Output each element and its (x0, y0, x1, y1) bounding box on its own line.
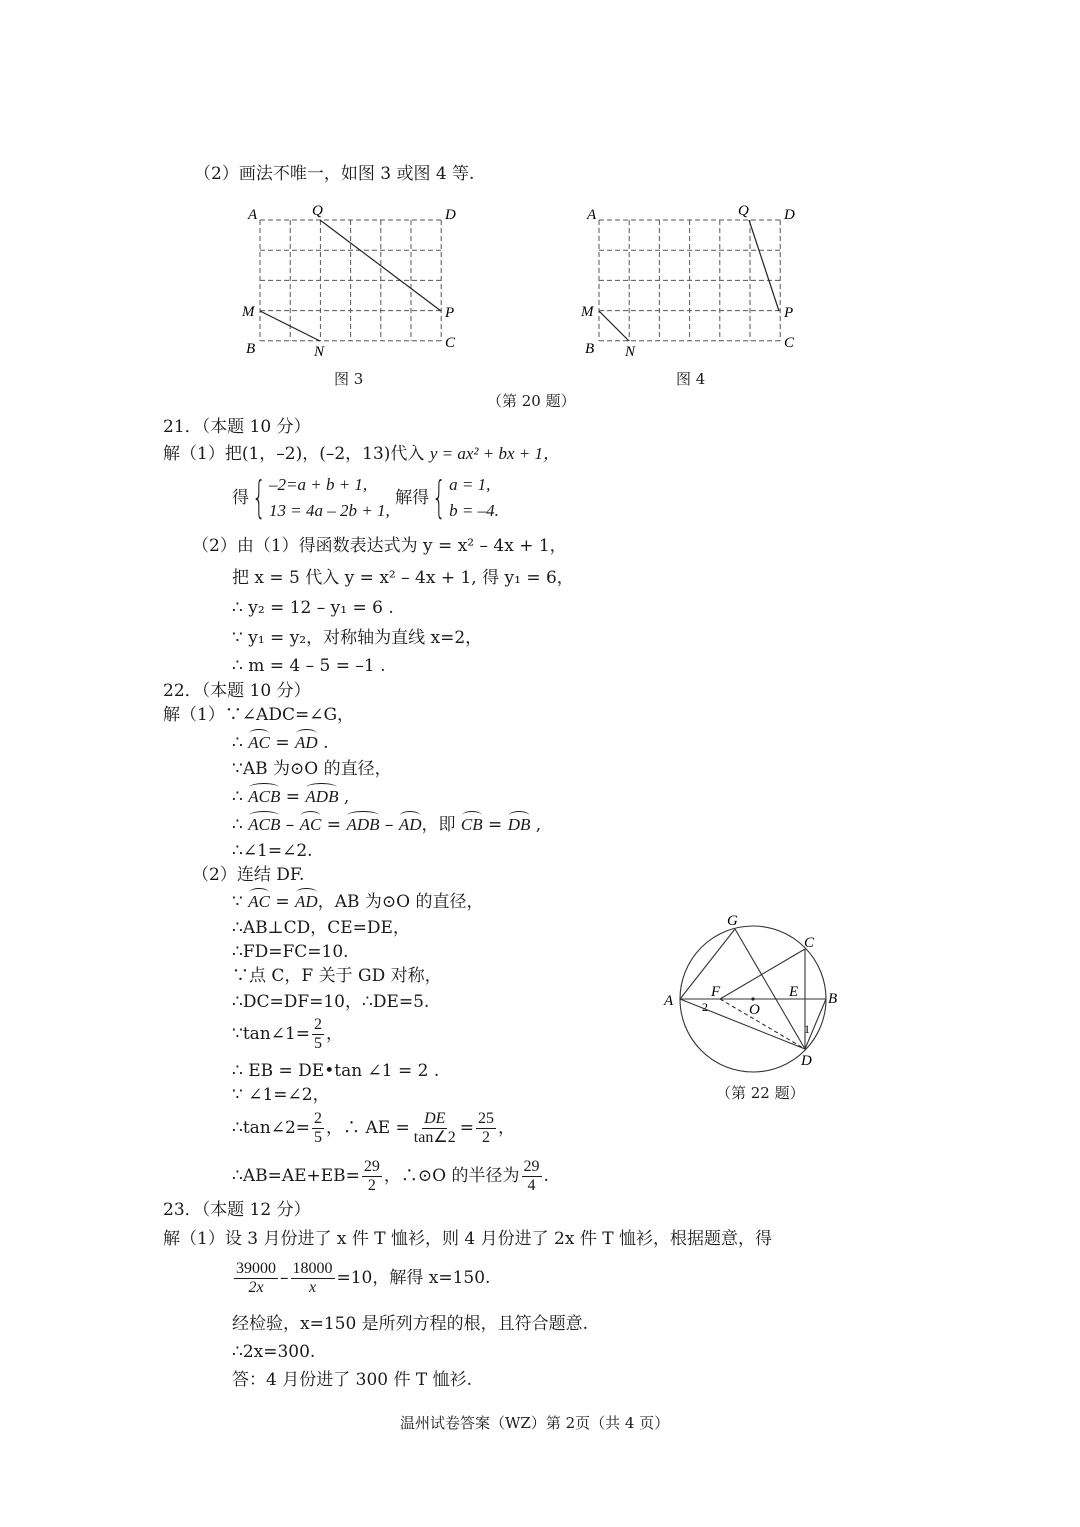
q21-line1-prefix: 解（1）把(1，–2)，(–2，13)代入 (163, 444, 425, 464)
label-d: D (784, 207, 795, 223)
q22-line1: 解（1）∵∠ADC=∠G， (163, 705, 355, 725)
figure-4 (569, 196, 809, 366)
denominator: 4 (527, 1177, 536, 1194)
denominator: tan∠2 (413, 1129, 456, 1146)
q22-line6: ∴∠1=∠2. (232, 841, 313, 861)
numerator: 29 (523, 1158, 540, 1175)
fraction (412, 1110, 458, 1147)
label-n: N (314, 344, 325, 360)
denominator: x (308, 1279, 317, 1296)
label-p: P (445, 305, 455, 321)
q21-line5: ∴ y₂ = 12 – y₁ = 6 . (232, 598, 394, 618)
q23-line2: $\frac{39000}{2x}$ – $\frac{18000}{x}$ =10，解得 x=150. (236, 1260, 491, 1296)
denominator: 5 (314, 1035, 323, 1052)
q21-line1-eq: y = ax² + bx + 1， (429, 444, 560, 463)
q23-line4: ∴2x=300. (232, 1342, 316, 1362)
q23-line5: 答：4 月份进了 300 件 T 恤衫. (232, 1370, 473, 1390)
q23-line3: 经检验，x=150 是所列方程的根，且符合题意. (232, 1314, 589, 1334)
numerator: 18000 (292, 1260, 333, 1277)
denominator: 5 (314, 1129, 323, 1146)
figure-22-circle (650, 905, 850, 1080)
q22-line10: ∴FD=FC=10. (232, 942, 349, 962)
label-f: F (711, 984, 721, 1000)
tan2-label: ∴tan∠2= (232, 1118, 311, 1138)
q20-part2-text: （2）画法不唯一，如图 3 或图 4 等. (194, 164, 475, 184)
label-d: D (801, 1053, 812, 1069)
q21-line4: 把 x = 5 代入 y = x² – 4x + 1, 得 y₁ = 6， (232, 568, 574, 588)
radius-label: ，∴⊙O 的半径为 (383, 1166, 520, 1186)
period: . (317, 733, 329, 753)
q21-system2 (449, 472, 499, 524)
label-q: Q (738, 203, 749, 219)
fraction (522, 1158, 542, 1195)
fraction (476, 1110, 496, 1147)
fraction (312, 1110, 324, 1147)
segment-mn (599, 311, 629, 341)
grid-3 (260, 220, 441, 341)
q22-line7: （2）连结 DF. (192, 865, 305, 885)
arc-ac: AC (299, 815, 322, 834)
arc-acb: ACB (248, 815, 281, 834)
fraction (234, 1260, 278, 1297)
figure-3 (230, 196, 470, 366)
numerator: 39000 (236, 1260, 276, 1277)
figure-3-caption: 图 3 (334, 370, 364, 388)
equals: = (269, 733, 296, 753)
q22-line5: ∴ ACB – AC = ADB – AD，即 CB = DB , (232, 815, 542, 835)
label-m: M (581, 304, 594, 320)
arc-ac: AC (248, 733, 270, 752)
ji-text: ，即 (421, 815, 456, 835)
segment-ad (680, 999, 805, 1049)
q22-line3: ∵AB 为⊙O 的直径， (232, 759, 392, 779)
q22-caption: （第 22 题） (716, 1084, 805, 1102)
label-p: P (784, 305, 794, 321)
q20-caption: （第 20 题） (487, 392, 576, 410)
label-b: B (246, 341, 256, 357)
q22-line4: ∴ ACB = ADB , (232, 787, 350, 807)
q21-sys2-a: a = 1, (449, 475, 491, 494)
arc-adb: ADB (305, 787, 339, 806)
label-e: E (789, 984, 799, 1000)
denominator: 2x (248, 1279, 264, 1296)
line8-rest: ，AB 为⊙O 的直径， (317, 892, 484, 912)
arc-adb: ADB (346, 815, 380, 834)
q22-line13: ∵tan∠1= $\frac{2}{5}$ ， (232, 1016, 344, 1052)
label-c: C (445, 335, 456, 351)
label-o: O (749, 1002, 760, 1018)
label-d: D (445, 207, 456, 223)
arc-ad: AD (295, 733, 318, 752)
q21-sys2-b: b = –4. (449, 501, 499, 520)
segment-fd-dashed (720, 999, 805, 1049)
q22-line2 (232, 732, 329, 754)
numerator: DE (424, 1110, 446, 1127)
brace: { (252, 472, 266, 523)
q22-line12: ∴DC=DF=10，∴DE=5. (232, 992, 430, 1012)
q21-de: 得 (232, 488, 249, 508)
q22-line17: ∴AB=AE+EB= $\frac{29}{2}$ ，∴⊙O 的半径为 $\frac{29}{4}$ . (232, 1158, 549, 1194)
q21-line6: ∵ y₁ = y₂，对称轴为直线 x=2， (232, 628, 483, 648)
label-b: B (828, 991, 838, 1007)
numerator: 2 (314, 1110, 323, 1127)
q21-header: 21．（本题 10 分） (163, 417, 311, 437)
label-angle2: 2 (702, 1000, 708, 1014)
q22-line11: ∵点 C，F 关于 GD 对称， (232, 966, 442, 986)
segment-qp (749, 220, 779, 311)
q22-line9: ∴AB⊥CD，CE=DE， (232, 918, 410, 938)
q21-line7: ∴ m = 4 – 5 = –1 . (232, 656, 386, 676)
q21-sys1-b: 13 = 4a – 2b + 1, (269, 501, 390, 520)
label-q: Q (312, 203, 323, 219)
brace: { (432, 472, 447, 523)
arc-ad: AD (398, 815, 422, 834)
ae-label: ，∴ AE = (326, 1118, 410, 1138)
arc-ad: AD (295, 892, 318, 911)
fraction (291, 1260, 335, 1297)
numerator: 2 (314, 1016, 323, 1033)
q23-line1: 解（1）设 3 月份进了 x 件 T 恤衫，则 4 月份进了 2x 件 T 恤衫，根据题意，得 (163, 1229, 772, 1249)
label-c: C (804, 935, 815, 951)
figure-4-caption: 图 4 (676, 370, 706, 388)
label-a: A (248, 207, 258, 223)
segment-ag (680, 929, 735, 999)
fraction (312, 1016, 324, 1053)
label-g: G (727, 913, 738, 929)
label-c: C (784, 335, 795, 351)
fraction (362, 1158, 382, 1195)
q22-line8: ∵ AC = AD，AB 为⊙O 的直径， (232, 892, 484, 912)
grid-4 (599, 220, 780, 341)
q21-line3: （2）由（1）得函数表达式为 y = x² – 4x + 1， (192, 536, 567, 556)
point-o (751, 997, 754, 1000)
page-footer: 温州试卷答案（WZ）第 2页（共 4 页） (400, 1414, 670, 1432)
therefore-symbol: ∴ (232, 733, 243, 753)
q21-sys1-a: –2=a + b + 1, (269, 475, 368, 494)
q21-line2 (232, 472, 499, 524)
q21-line1 (163, 443, 560, 465)
q21-system1 (269, 472, 390, 524)
ab-label: ∴AB=AE+EB= (232, 1166, 360, 1186)
label-b: B (585, 341, 595, 357)
label-m: M (242, 304, 255, 320)
q22-line15: ∵ ∠1=∠2， (232, 1085, 330, 1105)
label-a: A (587, 207, 597, 223)
denominator: 2 (481, 1129, 490, 1146)
arc-ac: AC (248, 892, 270, 911)
line2-rest: =10，解得 x=150. (336, 1268, 491, 1288)
tan1-label: ∵tan∠1= (232, 1024, 311, 1044)
q23-header: 23．（本题 12 分） (163, 1200, 311, 1220)
label-n: N (625, 344, 636, 360)
q22-line14: ∴ EB = DE•tan ∠1 = 2 . (232, 1061, 440, 1081)
denominator: 2 (367, 1177, 376, 1194)
q21-jiede: 解得 (395, 488, 430, 508)
label-a: A (664, 993, 674, 1009)
q22-line16: ∴tan∠2= $\frac{2}{5}$ ，∴ AE = $\frac{DE}{\tan\angle 2}$ = $\frac{25}{2}$ ， (232, 1110, 515, 1146)
q22-header: 22．（本题 10 分） (163, 681, 311, 701)
segment-qp (320, 220, 441, 311)
arc-cb: CB (460, 815, 483, 834)
numerator: 25 (477, 1110, 494, 1127)
arc-acb: ACB (248, 787, 281, 806)
numerator: 29 (363, 1158, 380, 1175)
arc-db: DB (507, 815, 531, 834)
label-angle1: 1 (804, 1022, 810, 1036)
